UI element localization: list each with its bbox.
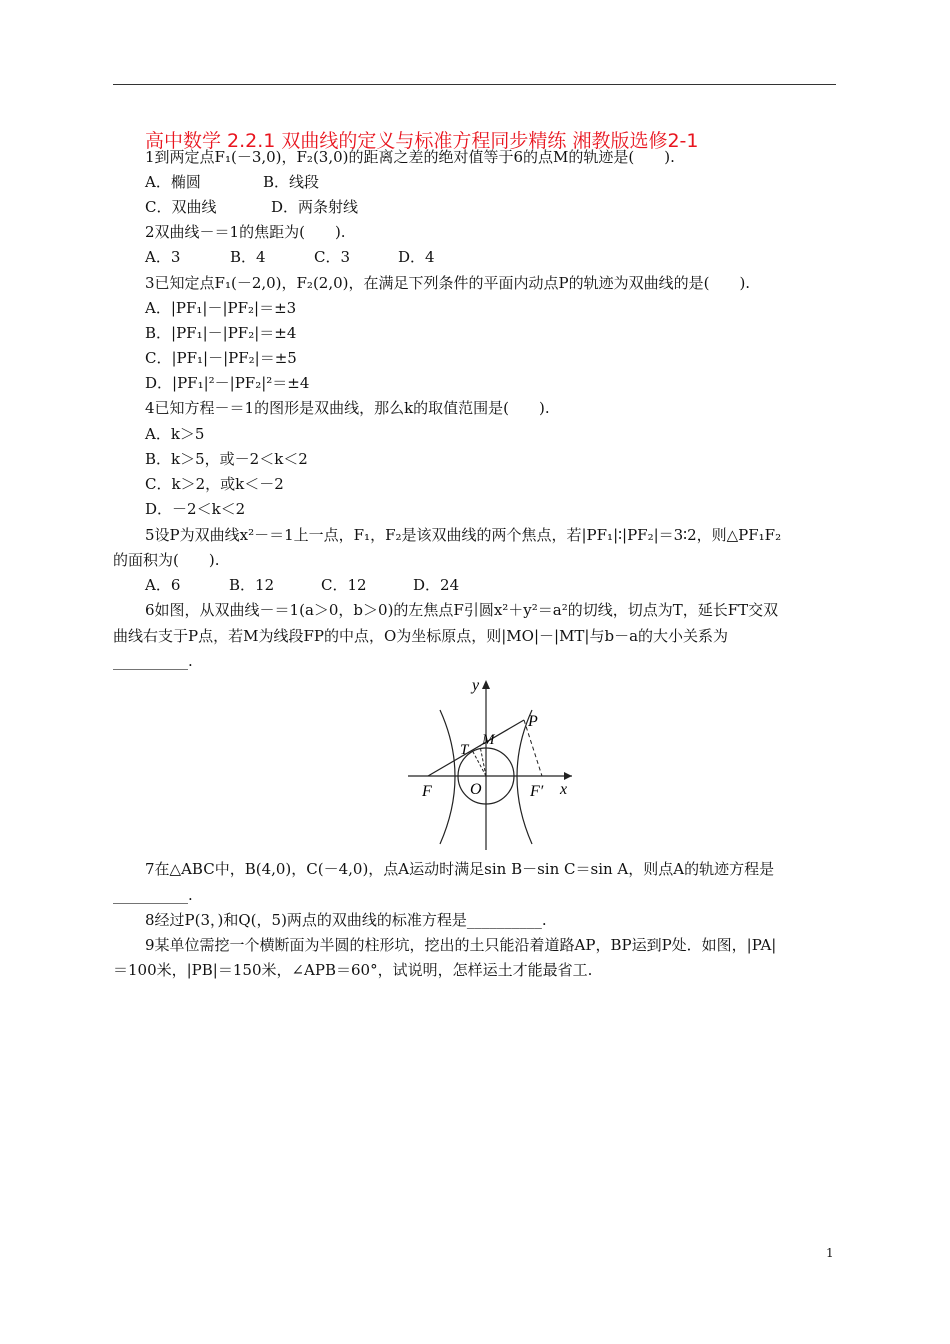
q1-option-b: B．线段 — [263, 173, 320, 191]
q4-stem: 4已知方程－＝1的图形是双曲线，那么k的取值范围是( ). — [145, 399, 550, 417]
q2-option-c: C．3 — [314, 248, 351, 266]
q1-options-row1 — [145, 172, 319, 192]
q2-options — [145, 247, 435, 267]
q2-option-b: B．4 — [230, 248, 266, 266]
hyperbola-right-branch — [517, 710, 532, 844]
q5-stem-line1: 5设P为双曲线x²－＝1上一点，F₁，F₂是该双曲线的两个焦点，若|PF₁|∶|PF₂|＝3∶2，则△PF₁F₂ — [145, 526, 782, 544]
q7-line1: 7在△ABC中，B(4,0)，C(－4,0)，点A运动时满足sin B－sin C＝sin A，则点A的轨迹方程是 — [145, 860, 775, 878]
segment-om — [480, 746, 486, 776]
segment-ot — [472, 750, 486, 776]
label-y: y — [472, 677, 480, 694]
q4-option-a: A．k＞5 — [145, 425, 205, 443]
q2-stem: 2双曲线－＝1的焦距为( ). — [145, 223, 346, 241]
q5-option-b: B．12 — [229, 576, 275, 594]
q3-option-a: A．|PF₁|－|PF₂|＝±3 — [145, 299, 297, 317]
y-axis-arrow-icon — [482, 680, 490, 689]
q3-option-c: C．|PF₁|－|PF₂|＝±5 — [145, 349, 297, 367]
q6-line1: 6如图，从双曲线－＝1(a＞0，b＞0)的左焦点F引圆x²＋y²＝a²的切线，切点为T，延长FT交双 — [145, 601, 779, 619]
q1-stem: 1到两定点F₁(－3,0)，F₂(3,0)的距离之差的绝对值等于6的点M的轨迹是( ). — [145, 148, 675, 166]
q5-stem-line2: 的面积为( ). — [113, 551, 220, 569]
document-title: 高中数学 2.2.1 双曲线的定义与标准方程同步精练 湘教版选修2-1 — [145, 130, 699, 152]
q6-line3: __________. — [113, 652, 193, 670]
x-axis-arrow-icon — [564, 772, 572, 780]
q3-option-d: D．|PF₁|²－|PF₂|²＝±4 — [145, 374, 310, 392]
label-t: T — [460, 742, 469, 758]
q7-line2: __________. — [113, 886, 193, 904]
q5-option-c: C．12 — [321, 576, 367, 594]
q5-option-d: D．24 — [413, 576, 460, 594]
q9-line2: ＝100米，|PB|＝150米，∠APB＝60°，试说明，怎样运土才能最省工. — [113, 961, 593, 979]
page-number: 1 — [826, 1246, 834, 1260]
q2-option-d: D．4 — [398, 248, 435, 266]
q2-option-a: A．3 — [145, 248, 181, 266]
label-m: M — [482, 732, 495, 748]
q8-line: 8经过P(3，)和Q(，5)两点的双曲线的标准方程是__________. — [145, 911, 547, 929]
q9-line1: 9某单位需挖一个横断面为半圆的柱形坑，挖出的土只能沿着道路AP，BP运到P处．如图，|PA| — [145, 936, 777, 954]
q3-stem: 3已知定点F₁(－2,0)，F₂(2,0)，在满足下列条件的平面内动点P的轨迹为双曲线的是( ). — [145, 274, 751, 292]
q1-option-a: A．椭圆 — [145, 173, 201, 191]
q1-option-d: D．两条射线 — [271, 198, 359, 216]
q5-options — [145, 575, 459, 595]
q6-line2: 曲线右支于P点，若M为线段FP的中点，O为坐标原点，则|MO|－|MT|与b－a的大小关系为 — [113, 627, 729, 645]
q1-option-c: C．双曲线 — [145, 198, 217, 216]
q4-option-c: C．k＞2，或k＜－2 — [145, 475, 284, 493]
label-f-prime: F′ — [530, 783, 544, 800]
tangent-line-fp — [428, 720, 524, 776]
label-o: O — [470, 781, 482, 798]
hyperbola-figure — [400, 676, 580, 852]
q4-option-b: B．k＞5，或－2＜k＜2 — [145, 450, 308, 468]
label-p: P — [528, 713, 538, 730]
label-x: x — [560, 781, 568, 798]
q1-options-row2 — [145, 197, 358, 217]
q4-option-d: D．－2＜k＜2 — [145, 500, 246, 518]
label-f: F — [422, 783, 432, 800]
header-rule — [113, 84, 836, 85]
q5-option-a: A．6 — [145, 576, 181, 594]
q3-option-b: B．|PF₁|－|PF₂|＝±4 — [145, 324, 297, 342]
hyperbola-left-branch — [440, 710, 455, 844]
